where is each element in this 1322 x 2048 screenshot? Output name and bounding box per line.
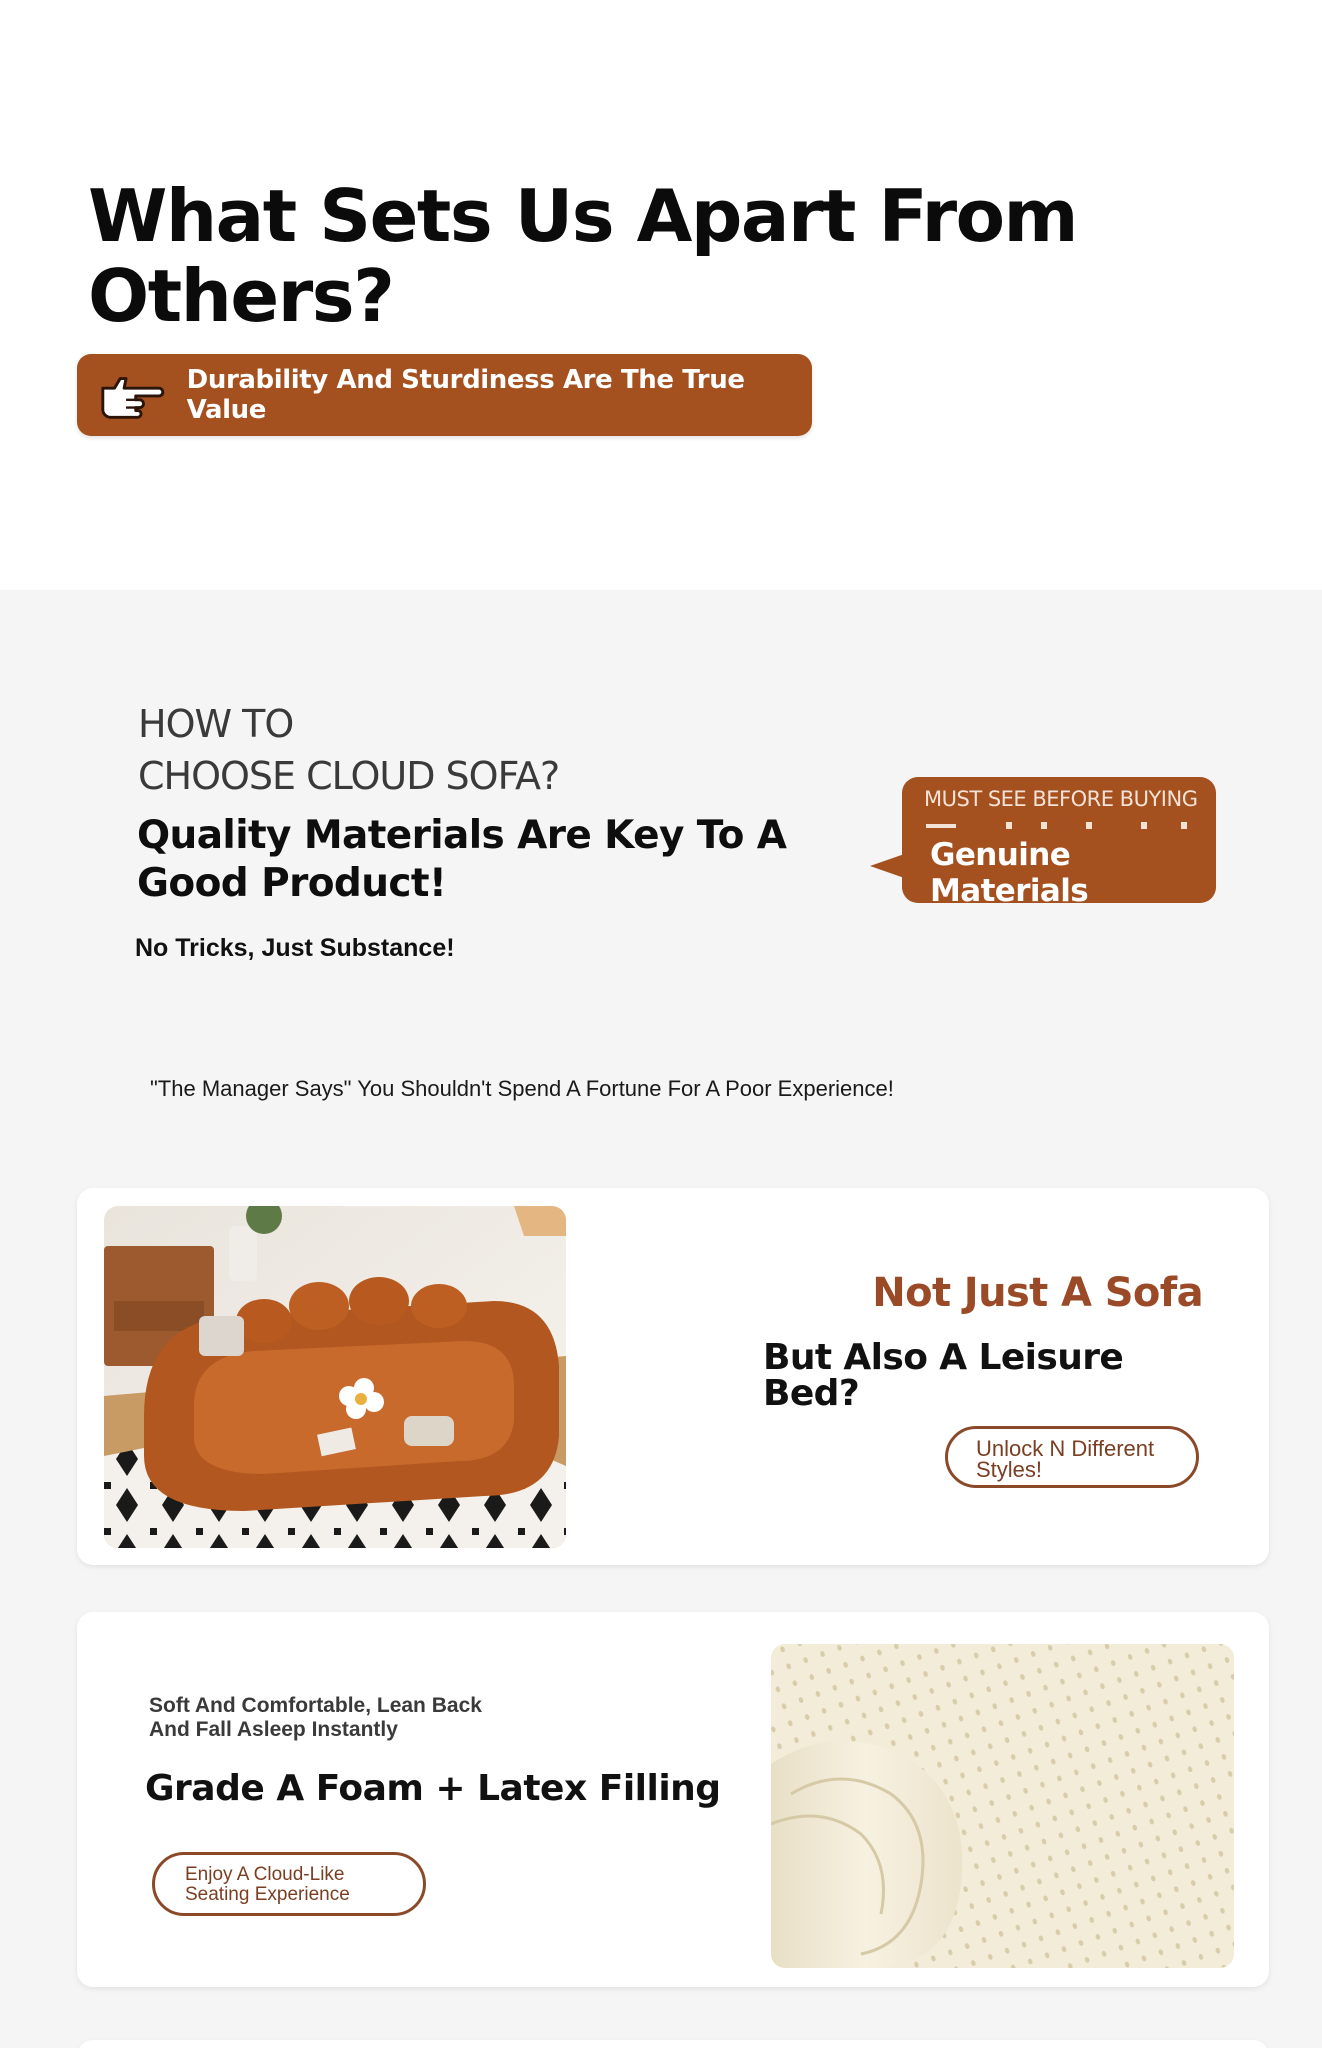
howto-line-1: HOW TO — [138, 702, 294, 746]
sofa-bed-image — [104, 1206, 566, 1548]
howto-heading — [138, 698, 559, 802]
foam-latex-card — [77, 1612, 1269, 1987]
badge-dots-decoration — [926, 821, 1196, 831]
card2-caption: Soft And Comfortable, Lean Back And Fall Asleep Instantly — [149, 1694, 482, 1741]
page-title: What Sets Us Apart From Others? — [88, 174, 1078, 338]
quality-headline: Quality Materials Are Key To A Good Product! — [137, 813, 787, 906]
card2-title: Grade A Foam + Latex Filling — [145, 1768, 721, 1809]
howto-line-2: CHOOSE CLOUD SOFA? — [138, 754, 560, 798]
badge-big-text: Genuine Materials — [930, 837, 1089, 909]
next-feature-card — [77, 2040, 1269, 2048]
hero-section — [0, 0, 1322, 590]
leisure-bed-card — [77, 1188, 1269, 1565]
pointing-hand-icon — [97, 370, 169, 420]
features-section — [0, 590, 1322, 2048]
latex-foam-illustration — [771, 1644, 1234, 1968]
badge-small-text: MUST SEE BEFORE BUYING — [924, 787, 1198, 811]
banner-text: Durability And Sturdiness Are The True Value — [186, 365, 745, 425]
genuine-materials-badge — [902, 777, 1216, 909]
unlock-styles-button[interactable]: Unlock N Different Styles! — [945, 1426, 1199, 1488]
manager-quote: "The Manager Says" You Shouldn't Spend A Fortune For A Poor Experience! — [150, 1076, 894, 1101]
latex-foam-image — [771, 1644, 1234, 1968]
cloud-seating-button[interactable]: Enjoy A Cloud-Like Seating Experience — [152, 1852, 426, 1916]
card1-subtitle: But Also A Leisure Bed? — [763, 1337, 1124, 1414]
card1-title: Not Just A Sofa — [872, 1270, 1203, 1316]
quality-subline: No Tricks, Just Substance! — [135, 934, 455, 962]
value-banner — [77, 354, 812, 436]
sofa-bed-illustration — [104, 1206, 566, 1548]
